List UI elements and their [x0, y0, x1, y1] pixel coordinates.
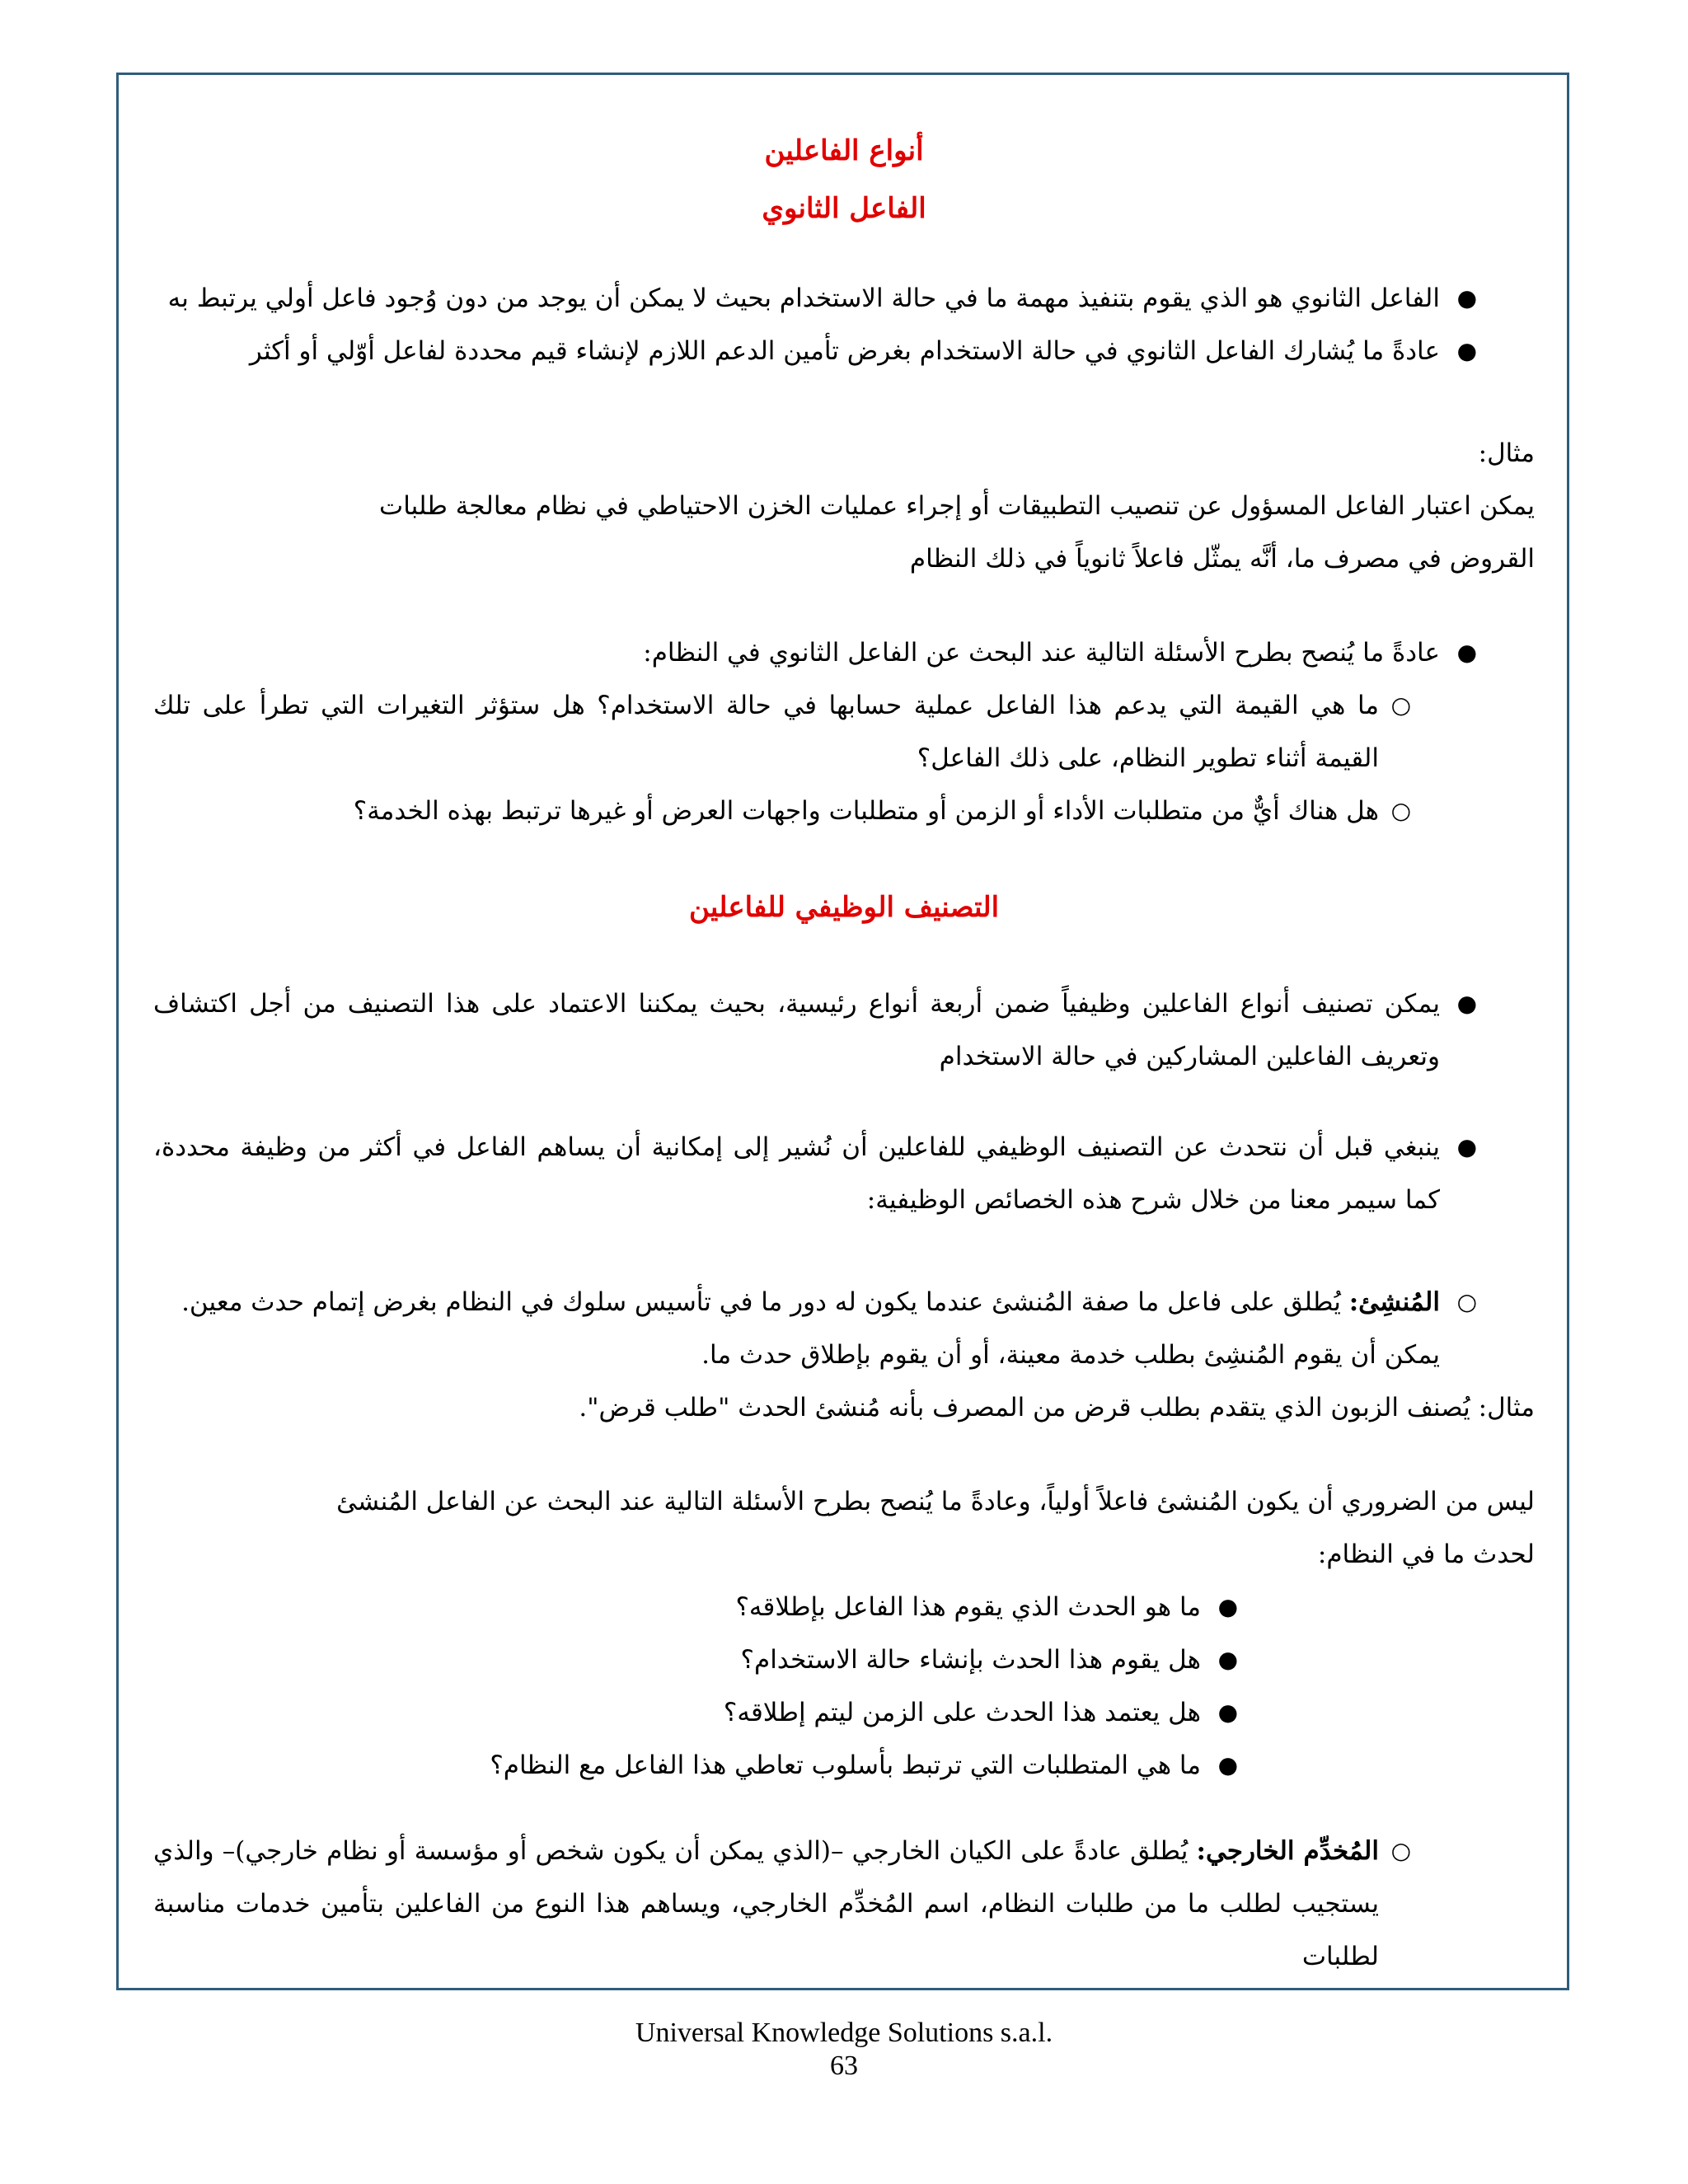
secondary-questions-list — [153, 626, 1535, 837]
functional-title: التصنيف الوظيفي للفاعلين — [688, 891, 1000, 924]
list-item: ● ينبغي قبل أن نتحدث عن التصنيف الوظيفي للفاعلين أن نُشير إلى إمكانية أن يساهم الفاعل في أكثر من وظيفة محددة، كما سيمر معنا من خلال شرح هذه الخصائص الوظيفية: — [153, 1121, 1535, 1226]
list-item: ● هل يقوم هذا الحدث بإنشاء حالة الاستخدام؟ — [153, 1633, 1535, 1686]
list-item: ● هل يعتمد هذا الحدث على الزمن ليتم إطلاقه؟ — [153, 1686, 1535, 1739]
circle-bullet-icon: ○ — [1456, 1288, 1477, 1315]
bullet-icon: ● — [1456, 1133, 1477, 1160]
circle-bullet-icon: ○ — [1390, 691, 1411, 719]
circle-bullet-icon: ○ — [1390, 1837, 1411, 1864]
list-item: ○ هل هناك أيٌّ من متطلبات الأداء أو الزمن أو متطلبات واجهات العرض أو غيرها ترتبط بهذه الخدمة؟ — [153, 785, 1535, 837]
example-line: القروض في مصرف ما، أنَّه يمثّل فاعلاً ثانوياً في ذلك النظام — [909, 544, 1535, 574]
list-item: ● ما هو الحدث الذي يقوم هذا الفاعل بإطلاقه؟ — [153, 1581, 1535, 1633]
example-line: يمكن اعتبار الفاعل المسؤول عن تنصيب التطبيقات أو إجراء عمليات الخزن الاحتياطي في نظام معالجة طلبات — [379, 491, 1535, 521]
bullet-icon: ● — [1456, 639, 1477, 666]
list-item — [153, 1276, 1535, 1381]
page-number: 63 — [830, 2050, 858, 2081]
list-item — [153, 1825, 1535, 1983]
list-item: ○ ما هي القيمة التي يدعم هذا الفاعل عملية حسابها في حالة الاستخدام؟ هل ستؤثر التغيرات التي تطرأ على تلك القيمة أثناء تطوير النظام، على ذلك الفاعل؟ — [153, 679, 1535, 785]
bullet-icon: ● — [1217, 1751, 1238, 1779]
list-item: ● عادةً ما يُنصح بطرح الأسئلة التالية عند البحث عن الفاعل الثانوي في النظام: — [153, 626, 1535, 679]
bullet-icon: ● — [1217, 1593, 1238, 1620]
secondary-definition-list — [153, 272, 1535, 377]
list-item: ● عادةً ما يُشارك الفاعل الثانوي في حالة الاستخدام بغرض تأمين الدعم اللازم لإنشاء قيم محددة لفاعل أوّلي أو أكثر — [153, 325, 1535, 377]
initiator-paragraph: ليس من الضروري أن يكون المُنشئ فاعلاً أولياً، وعادةً ما يُنصح بطرح الأسئلة التالية عند البحث عن الفاعل المُنشئ — [336, 1487, 1535, 1516]
initiator-term: المُنشِئ: — [1348, 1287, 1440, 1317]
bullet-icon: ● — [1456, 284, 1477, 312]
initiator-text: يُطلق على فاعل ما صفة المُنشئ عندما يكون له دور ما في تأسيس سلوك في النظام بغرض إتمام حدث معين. يمكن أن يقوم المُنشِئ بطلب خدمة معينة، أو أن يقوم بإطلاق حدث ما. — [181, 1287, 1440, 1370]
initiator-paragraph: لحدث ما في النظام: — [1317, 1540, 1535, 1569]
server-text: يُطلق عادةً على الكيان الخارجي –(الذي يمكن أن يكون شخص أو مؤسسة أو نظام خارجي)– والذي يستجيب لطلب ما من طلبات النظام، اسم المُخدِّم الخارجي، ويساهم هذا النوع من الفاعلين بتأمين خدمات مناسبة لطلبات — [153, 1836, 1379, 1971]
example-label: مثال: — [1478, 438, 1535, 468]
server-list — [153, 1825, 1535, 1983]
bullet-icon: ● — [1217, 1699, 1238, 1726]
bullet-icon: ● — [1456, 990, 1477, 1017]
initiator-list — [153, 1276, 1535, 1381]
footer-company: Universal Knowledge Solutions s.a.l. — [635, 2018, 1053, 2048]
initiator-example: مثال: يُصنف الزبون الذي يتقدم بطلب قرض من المصرف بأنه مُنشئ الحدث "طلب قرض". — [579, 1393, 1535, 1422]
section-title: أنواع الفاعلين — [764, 134, 924, 167]
functional-list — [153, 977, 1535, 1226]
list-item: ● الفاعل الثانوي هو الذي يقوم بتنفيذ مهمة ما في حالة الاستخدام بحيث لا يمكن أن يوجد من دون وُجود فاعل أولي يرتبط به — [153, 272, 1535, 325]
circle-bullet-icon: ○ — [1390, 797, 1411, 824]
subsection-title: الفاعل الثانوي — [762, 192, 926, 225]
list-item: ● يمكن تصنيف أنواع الفاعلين وظيفياً ضمن أربعة أنواع رئيسية، بحيث يمكننا الاعتماد على هذا التصنيف من أجل اكتشاف وتعريف الفاعلين المشاركين في حالة الاستخدام — [153, 977, 1535, 1083]
server-term: المُخدِّم الخارجي: — [1196, 1836, 1379, 1866]
bullet-icon: ● — [1456, 337, 1477, 364]
page-content — [153, 122, 1535, 1983]
initiator-questions-list — [153, 1581, 1535, 1792]
list-item: ● ما هي المتطلبات التي ترتبط بأسلوب تعاطي هذا الفاعل مع النظام؟ — [153, 1739, 1535, 1792]
bullet-icon: ● — [1217, 1646, 1238, 1673]
